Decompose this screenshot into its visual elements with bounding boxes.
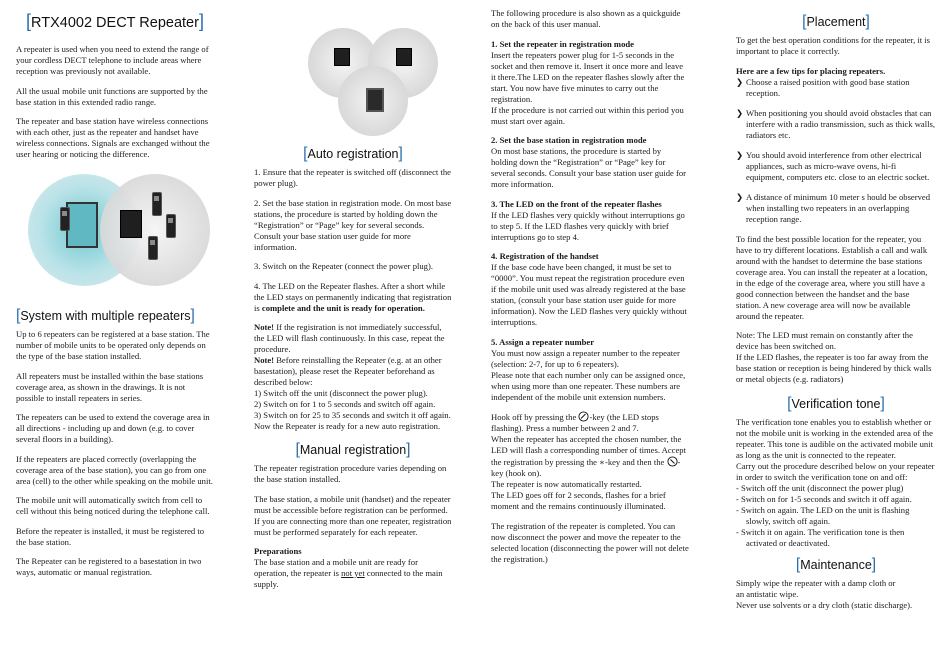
system-heading: [System with multiple repeaters]	[16, 307, 195, 325]
note-2: Note! Before reinstalling the Repeater (e.g. at an other basestation), please reset the Repeater beforehand as described below:	[254, 355, 442, 387]
system-para-3: The repeaters can be used to extend the coverage area in all directions - including up and down (e.g. to cover several floors in a building).	[16, 412, 210, 445]
led-constant-note: Note: The LED must remain on constantly after the device has been switched on.	[736, 330, 913, 351]
preparations-text: The base station and a mobile unit are ready for operation, the repeater is not yet connected to the main supply.	[254, 557, 443, 589]
system-para-4: If the repeaters are placed correctly (overlapping the coverage area of the base station), you can go from one area (cell) to the other while speaking on the mobile unit.	[16, 453, 213, 486]
auto-step-4: 4. The LED on the Repeater flashes. After a short while the LED stays on permanently indicating that registration is complete and the unit is ready for operation.	[254, 280, 452, 313]
auto-step-3: 3. Switch on the Repeater (connect the power plug).	[254, 261, 433, 271]
system-para-7: The Repeater can be registered to a basestation in two ways, automatic or manual registration.	[16, 556, 202, 578]
system-para-5: The mobile unit will automatically switch from cell to cell without this being noticed during the telephone call.	[16, 495, 210, 517]
hook-off-instruction: Hook off by pressing the -key (the LED stops flashing). Press a number between 2 and 7.	[491, 412, 659, 433]
find-location-text: To find the best possible location for the repeater, you have to try different locations. Establish a call and walk around with the handset to determine the base stations coverage area. You can install the repeater at a location, in the edge of the coverage area, where you still have a good connection between the handset and the base station. A new coverage area will now be available around the repeater.	[736, 233, 928, 321]
handset-icon	[148, 236, 158, 260]
step1-text: Insert the repeaters power plug for 1-5 seconds in the socket and then remove it. Insert it once more and leave it there.The LED on the repeater flashes slowly after the start. You now have five minutes to carry out the registration.	[491, 49, 685, 104]
intro-para-1: A repeater is used when you need to extend the range of your cordless DECT telephone to include areas where reception was previously not available.	[16, 44, 209, 77]
verification-heading: [Verification tone]	[787, 394, 885, 412]
column-manual-steps	[491, 8, 689, 573]
handset-icon	[152, 192, 162, 216]
step1-heading: 1. Set the repeater in registration mode	[491, 38, 634, 49]
arrow-bullet-icon: ❯	[736, 107, 744, 118]
step2-heading: 2. Set the base station in registration mode	[491, 135, 647, 145]
system-para-2: All repeaters must be installed within the base stations coverage area, as shown in the drawings. It is not possible to install repeaters in series.	[16, 370, 204, 403]
repeater-icon	[334, 48, 350, 66]
manual-registration-heading: [Manual registration]	[295, 441, 411, 458]
led-flash-note: If the LED flashes, the repeater is too far away from the base station or reception is being hindered by thick walls or metal objects (e.g. radiators)	[736, 352, 932, 384]
manual-para-1: The repeater registration procedure varies depending on the base station installed.	[254, 463, 447, 484]
handset-icon	[60, 207, 70, 231]
arrow-bullet-icon: ❯	[736, 76, 744, 87]
tips-heading: Here are a few tips for placing repeaters.	[736, 65, 886, 76]
restart-note: The repeater is now automatically restarted.	[491, 479, 642, 489]
auto-step-1: 1. Ensure that the repeater is switched off (disconnect the power plug).	[254, 167, 451, 188]
column-placement	[736, 8, 936, 611]
auto-step-2: 2. Set the base station in registration mode. On most base stations, the procedure is started by holding down the “Registration” or “Page” key for several seconds. Consult your base station user guide for more information.	[254, 197, 452, 252]
reset-steps: 1) Switch off the unit (disconnect the power plug). 2) Switch on for 1 to 5 seconds and switch off again. 3) Switch on for 25 to 35 seconds and switch it off again. Now the Repeater is ready for a new auto registration.	[254, 388, 451, 431]
accept-instruction: When the repeater has accepted the chosen number, the LED will flash a corresponding number of times. Accept the registration by pressing the ∗-key and then the -key (hook on).	[491, 434, 686, 478]
led-note: The LED goes off for 2 seconds, flashes for a brief moment and the remains continuously illuminated.	[491, 490, 666, 511]
coverage-diagram-two-cells	[16, 174, 214, 294]
repeater-icon	[120, 210, 142, 238]
doc-title: [RTX4002 DECT Repeater]	[25, 11, 204, 31]
step5-heading: 5. Assign a repeater number	[491, 336, 595, 347]
quickguide-intro: The following procedure is also shown as a quickguide on the back of this user manual.	[491, 8, 681, 29]
step1-text-2: If the procedure is not carried out within this period you must start over again.	[491, 104, 684, 126]
step5-text: You must now assign a repeater number to the repeater (selection: 2-7, for up to 6 repeaters).	[491, 347, 680, 369]
base-station-icon	[366, 88, 384, 112]
intro-para-3: The repeater and base station have wireless connections with each other, just as the repeater and handset have wireless connections. Signals are exchanged without the user hearing or noticing the difference.	[16, 116, 210, 160]
column-intro	[16, 8, 214, 587]
preparations-heading: Preparations	[254, 546, 302, 556]
tip-1: ❯ Choose a raised position with good base station reception.	[736, 76, 910, 98]
hook-off-key-icon	[578, 411, 589, 422]
auto-registration-heading: [Auto registration]	[303, 145, 403, 162]
step2-text: On most base stations, the procedure is started by holding down the “Registration” or “Page” key for several seconds. Consult your base station user guide for more information.	[491, 146, 686, 189]
coverage-diagram-three-cells	[258, 18, 452, 136]
manual-para-3: If you are connecting more than one repeater, registration must be performed separately for each repeater.	[254, 515, 452, 537]
handset-icon	[166, 214, 176, 238]
verification-steps: - Switch off the unit (disconnect the power plug) - Switch on for 1-5 seconds and switch it off again. - Switch on again. The LED on the unit is flashing slowly, switch off again. - Switch it on again. The verification tone is then activated or deactivated.	[736, 482, 912, 548]
arrow-bullet-icon: ❯	[736, 191, 744, 202]
note-1: Note! If the registration is not immediately successful, the LED will flash continuously. In this case, repeat the procedure.	[254, 322, 445, 354]
step4-heading: 4. Registration of the handset	[491, 251, 599, 261]
repeater-coverage-area	[100, 174, 210, 286]
step3-heading: 3. The LED on the front of the repeater flashes	[491, 198, 662, 209]
hook-on-key-icon	[667, 456, 678, 467]
intro-para-2: All the usual mobile unit functions are supported by the base station in this extended radio range.	[16, 85, 208, 107]
completed-text: The registration of the repeater is completed. You can now disconnect the power and move the repeater to the selected location (disconnecting the power will not delete the registration.)	[491, 520, 689, 564]
step5-text-2: Please note that each number only can be assigned once, when using more than one repeater. These numbers are independent of the mobile unit extension numbers.	[491, 369, 686, 402]
repeater-icon	[396, 48, 412, 66]
arrow-bullet-icon: ❯	[736, 149, 744, 160]
verification-steps-intro: Carry out the procedure described below on your repeater in order to switch the verification tone on and off:	[736, 460, 935, 482]
step4-text: If the base code have been changed, it must be set to “0000”. You must repeat the registration procedure even if the mobile unit used was already registered at the base station, (consult your base station user guide for more information). Now the LED flashes very quickly without interruptions.	[491, 262, 687, 327]
base-station-icon	[66, 202, 98, 248]
placement-intro: To get the best operation conditions for the repeater, it is important to place it correctly.	[736, 35, 931, 56]
tip-3: ❯ You should avoid interference from other electrical appliances, such as micro-wave ovens, hi-fi equipment, computers etc. close to an electric socket.	[736, 149, 930, 182]
system-para-1: Up to 6 repeaters can be registered at a base station. The number of mobile units to be operated only depends on the type of the base station installed.	[16, 329, 210, 362]
column-auto-registration	[254, 8, 452, 599]
tip-2: ❯ When positioning you should avoid obstacles that can interfere with a radio transmission, such as thick walls, radiators etc.	[736, 107, 936, 140]
step3-text: If the LED flashes very quickly without interruptions go to step 5. If the LED flashes very quickly with brief interruptions go to step 4.	[491, 209, 685, 242]
system-para-6: Before the repeater is installed, it must be registered to the base station.	[16, 525, 205, 547]
manual-para-2: The base station, a mobile unit (handset) and the repeater must be accessible before registration can be performed.	[254, 493, 451, 515]
maintenance-heading: [Maintenance]	[795, 555, 877, 573]
maintenance-text: Simply wipe the repeater with a damp cloth or an antistatic wipe. Never use solvents or a dry cloth (static discharge).	[736, 577, 913, 610]
placement-heading: [Placement]	[802, 13, 870, 30]
tip-4: ❯ A distance of minimum 10 meter s hould be observed when installing two repeaters in an overlapping reception range.	[736, 191, 931, 224]
verification-text: The verification tone enables you to establish whether or not the mobile unit is working in the extended area of the repeater. This tone is audible on the activated mobile unit as long as the unit is connected to the repeater.	[736, 416, 933, 460]
